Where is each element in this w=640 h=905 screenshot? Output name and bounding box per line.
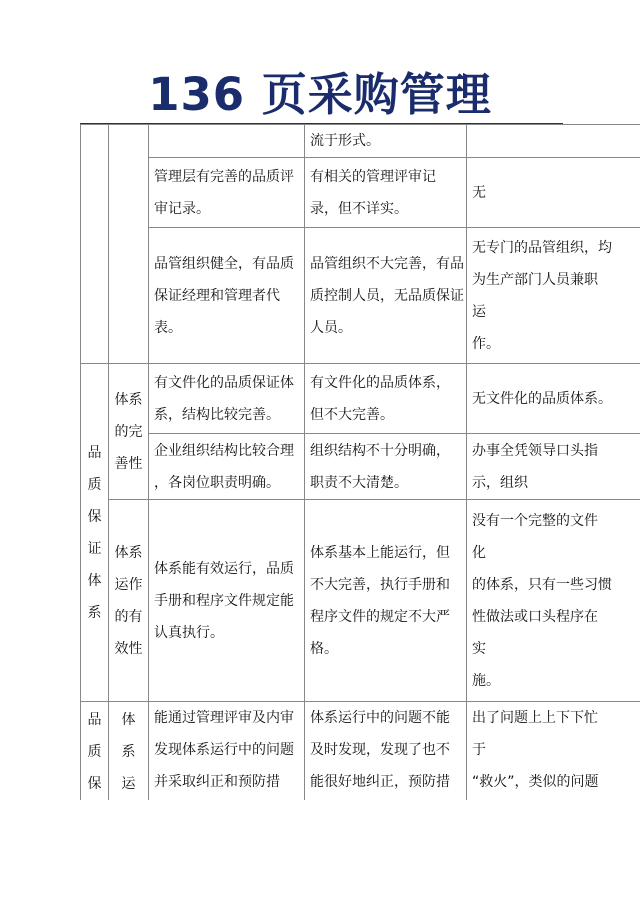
cell-text-line: 体 [121,711,136,728]
cell-text-line: 性做法或口头程序在 [472,608,598,625]
cell-text-line: 实 [472,640,486,657]
grade-a-cell [149,434,305,500]
cell-text-line: 证 [87,540,102,557]
cell-text-line: 系 [87,604,102,621]
cell-text-line: ，各岗位职责明确。 [154,474,280,491]
cell-text-line: 管理层有完善的品质评 [154,168,294,185]
grade-c-cell [467,125,640,158]
cell-text-line: 及时发现，发现了也不 [310,742,450,758]
cell-text-line: 体系 [114,544,143,561]
cell-text-line: 质 [87,476,102,493]
cell-text-line: 审记录。 [154,200,210,217]
grade-c-cell [467,500,640,702]
cell-text-line: 保 [87,775,102,792]
cell-text-line: 无 [472,184,486,201]
table-row [81,364,640,434]
subcategory-effectiveness [109,500,149,702]
grade-c-cell [467,364,640,434]
cell-text-line: 录，但不详实。 [310,200,408,217]
cell-text-line: 体 [87,572,102,589]
cell-text-line: 人员。 [310,319,352,336]
grade-a-cell [149,125,305,158]
evaluation-table [80,124,640,800]
grade-b-cell [305,434,467,500]
cell-text-line: 办事全凭领导口头指 [472,442,598,459]
cell-text-line: 格。 [310,640,338,657]
cell-text-line: 运 [472,303,486,320]
table-row [81,500,640,702]
page-title: 136 页采购管理 [148,68,492,121]
cell-text-line: 有相关的管理评审记 [310,168,436,185]
grade-a-cell [149,228,305,364]
grade-c-cell [467,434,640,500]
cell-text-line: 体系 [114,391,143,408]
cell-text-line: 能通过管理评审及内审 [154,710,294,726]
grade-a-cell [149,364,305,434]
grade-c-cell [467,158,640,228]
grade-a-cell [149,702,305,801]
cell-text-line: 无文件化的品质体系。 [472,390,612,407]
category-quality-assurance [81,702,109,801]
cell-text-line: 于 [472,742,486,758]
cell-text-line: “救火”，类似的问题 [472,774,599,790]
cell-text-line: 系，结构比较完善。 [154,406,280,423]
cell-text-line: 无专门的品管组织，均 [472,239,612,256]
subcategory-operation [109,702,149,801]
cell-text-line: 没有一个完整的文件 [472,512,598,529]
cell-text-line: 组织结构不十分明确， [310,442,450,459]
cell-text-line: 善性 [114,455,143,472]
cell-text-line: 企业组织结构比较合理 [154,442,294,459]
cell-text-line: 的体系，只有一些习惯 [472,576,612,593]
cell-text-line: 保 [87,508,102,525]
cell-text-line: 但不大完善。 [310,406,394,423]
grade-b-cell [305,158,467,228]
grade-b-cell [305,228,467,364]
cell-text-line: 品管组织不大完善，有品 [310,255,464,272]
cell-text-line: 品 [87,711,102,728]
cell-text-line: 品 [87,444,102,461]
cell-text-line: 化 [472,544,486,561]
table-row [81,702,640,801]
cell-text-line: 职责不大清楚。 [310,474,408,491]
cell-text-line: 体系基本上能运行，但 [310,544,450,561]
cell-text-line: 质 [87,743,102,760]
cell-text-line: 有文件化的品质体系， [310,374,450,391]
cell-text-line: 能很好地纠正，预防措 [310,774,450,790]
grade-a-cell [149,500,305,702]
cell-text-line: 认真执行。 [154,624,224,641]
subcategory-cell-empty [109,125,149,364]
cell-text-line: 表。 [154,319,182,336]
cell-text-line: 系 [121,743,136,760]
grade-c-cell [467,702,640,801]
cell-text-line: 施。 [472,672,500,689]
cell-text-line: 运 [121,775,136,792]
grade-a-cell [149,158,305,228]
cell-text-line: 流于形式。 [310,133,380,149]
cell-text-line: 发现体系运行中的问题 [154,742,294,758]
cell-text-line: 出了问题上上下下忙 [472,710,598,726]
table-row [81,125,640,158]
cell-text-line: 体系运行中的问题不能 [310,710,450,726]
grade-b-cell [305,125,467,158]
category-quality-system [81,364,109,702]
table-row [81,228,640,364]
cell-text-line: 的完 [114,423,143,440]
cell-text-line: 保证经理和管理者代 [154,287,280,304]
cell-text-line: 有文件化的品质保证体 [154,374,294,391]
cell-text-line: 程序文件的规定不大严 [310,608,450,625]
cell-text-line: 并采取纠正和预防措 [154,774,280,790]
table-row [81,158,640,228]
table-row [81,434,640,500]
cell-text-line: 的有 [114,608,143,625]
category-cell-empty [81,125,109,364]
cell-text-line: 示，组织 [472,474,528,491]
cell-text-line: 质控制人员，无品质保证 [310,287,464,304]
grade-c-cell [467,228,640,364]
cell-text-line: 效性 [114,640,143,657]
cell-text-line: 运作 [114,576,143,593]
grade-b-cell [305,500,467,702]
cell-text-line: 作。 [472,335,500,352]
cell-text-line: 为生产部门人员兼职 [472,271,598,288]
cell-text-line: 不大完善，执行手册和 [310,576,450,593]
cell-text-line: 品管组织健全，有品质 [154,255,294,272]
cell-text-line: 体系能有效运行，品质 [154,560,294,577]
subcategory-completeness [109,364,149,500]
grade-b-cell [305,364,467,434]
grade-b-cell [305,702,467,801]
cell-text-line: 手册和程序文件规定能 [154,592,294,609]
